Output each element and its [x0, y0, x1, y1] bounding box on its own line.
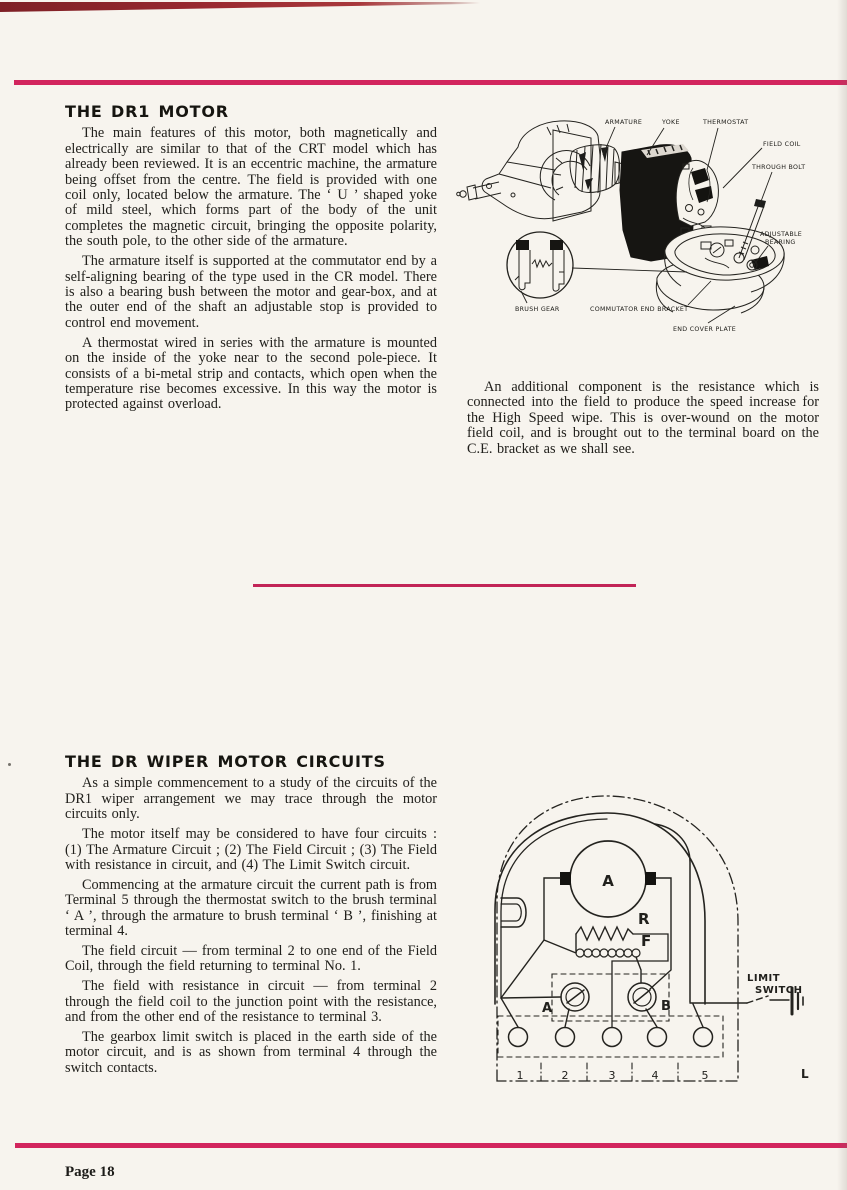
label-yoke: YOKE	[662, 119, 680, 126]
label-terminal-3: 3	[608, 1069, 616, 1082]
page-number: Page 18	[65, 1164, 115, 1180]
label-limit: LIMIT	[747, 973, 781, 984]
paragraph: The gearbox limit switch is placed in the earth side of the motor circuit, and is as shown from terminal 4 through the switch contacts.	[65, 1029, 437, 1076]
paragraph: A thermostat wired in series with the armature is mounted on the inside of the yoke near to the second pole-piece. It consists of a bi-metal strip and contacts, which open when the temperature rise becomes excessive. In this way the motor is protected against overload.	[65, 334, 437, 413]
label-commutator-end-bracket: COMMUTATOR END BRACKET	[590, 306, 689, 313]
label-adjustable-bearing: ADJUSTABLE	[760, 231, 803, 238]
label-switch: SWITCH	[755, 985, 803, 996]
wiper-motor-circuit-drawing	[465, 790, 845, 1090]
motor-exploded-drawing	[455, 100, 847, 350]
label-brush-terminal-a: A	[541, 1001, 552, 1016]
paragraph: The field with resistance in circuit — from terminal 2 through the field coil to the junction point with the resistance, and from the other end of the resistance to terminal 3.	[65, 978, 437, 1026]
label-field-coil: FIELD COIL	[763, 141, 801, 148]
label-armature: ARMATURE	[605, 119, 643, 126]
section2-heading: THE DR WIPER MOTOR CIRCUITS	[65, 752, 386, 771]
paragraph: As a simple commencement to a study of the circuits of the DR1 wiper arrangement we may trace through the motor circuits only.	[65, 775, 437, 823]
top-tapered-red-bar	[0, 2, 480, 12]
label-brush-gear: BRUSH GEAR	[515, 306, 560, 313]
aside-resistance-paragraph	[467, 380, 819, 462]
label-end-cover-plate: END COVER PLATE	[673, 326, 737, 333]
motor-exploded-figure	[455, 100, 847, 355]
paragraph: The motor itself may be considered to have four circuits : (1) The Armature Circuit ; (2) The Field Circuit ; (3) The Field with resistance in circuit, and (4) The Limit Switch circuit.	[65, 826, 437, 873]
section-dr-wiper-motor-circuits	[65, 754, 437, 1081]
label-terminal-1: 1	[516, 1069, 524, 1082]
top-crimson-rule	[14, 80, 847, 85]
bottom-crimson-rule	[15, 1143, 847, 1148]
paragraph: An additional component is the resistance which is connected into the field to produce the speed increase for the High Speed wipe. This is over-wound on the motor field coil, and is brought out to the terminal board on the C.E. bracket as we shall see.	[467, 379, 819, 457]
label-through-bolt: THROUGH BOLT	[752, 164, 806, 171]
label-thermostat: THERMOSTAT	[703, 119, 749, 126]
label-field-f: F	[641, 932, 652, 950]
paragraph: The armature itself is supported at the commutator end by a self-aligning bearing of the type used in the CR model. There is also a bearing bush between the motor and gear-box, and at the outer end of the shaft an adjustable stop is provided to control end movement.	[65, 253, 437, 331]
paragraph: The main features of this motor, both magnetically and electrically are similar to that of the CRT model which has already been reviewed. It is an eccentric machine, the armature being offset from the centre. The field is provided with one coil only, located below the armature. The ‘ U ’ shaped yoke of mild steel, which forms part of the body of the unit completes the magnetic circuit, bringing the opposite polarity, the south pole, to the other side of the armature.	[65, 125, 437, 250]
paragraph: The field circuit — from terminal 2 to one end of the Field Coil, through the field returning to terminal No. 1.	[65, 942, 437, 975]
margin-dot-artifact	[8, 763, 11, 766]
circuit-diagram-figure	[465, 790, 845, 1095]
label-terminal-5: 5	[701, 1069, 709, 1082]
label-brush-terminal-b: B	[661, 999, 671, 1014]
section-dr1-motor	[65, 104, 437, 417]
label-resistance-r: R	[638, 910, 650, 928]
mid-divider-rule	[253, 584, 636, 587]
paragraph: Commencing at the armature circuit the current path is from Terminal 5 through the thermostat switch to the brush terminal ‘ A ’, through the armature to brush terminal ‘ B ’, finishing at terminal 4.	[65, 876, 437, 940]
label-terminal-2: 2	[561, 1069, 569, 1082]
label-terminal-4: 4	[651, 1069, 659, 1082]
pencil-mark: L	[801, 1067, 809, 1081]
label-armature-a: A	[602, 872, 614, 890]
label-adjustable-bearing: BEARING	[765, 239, 796, 246]
section1-heading: THE DR1 MOTOR	[65, 102, 229, 121]
